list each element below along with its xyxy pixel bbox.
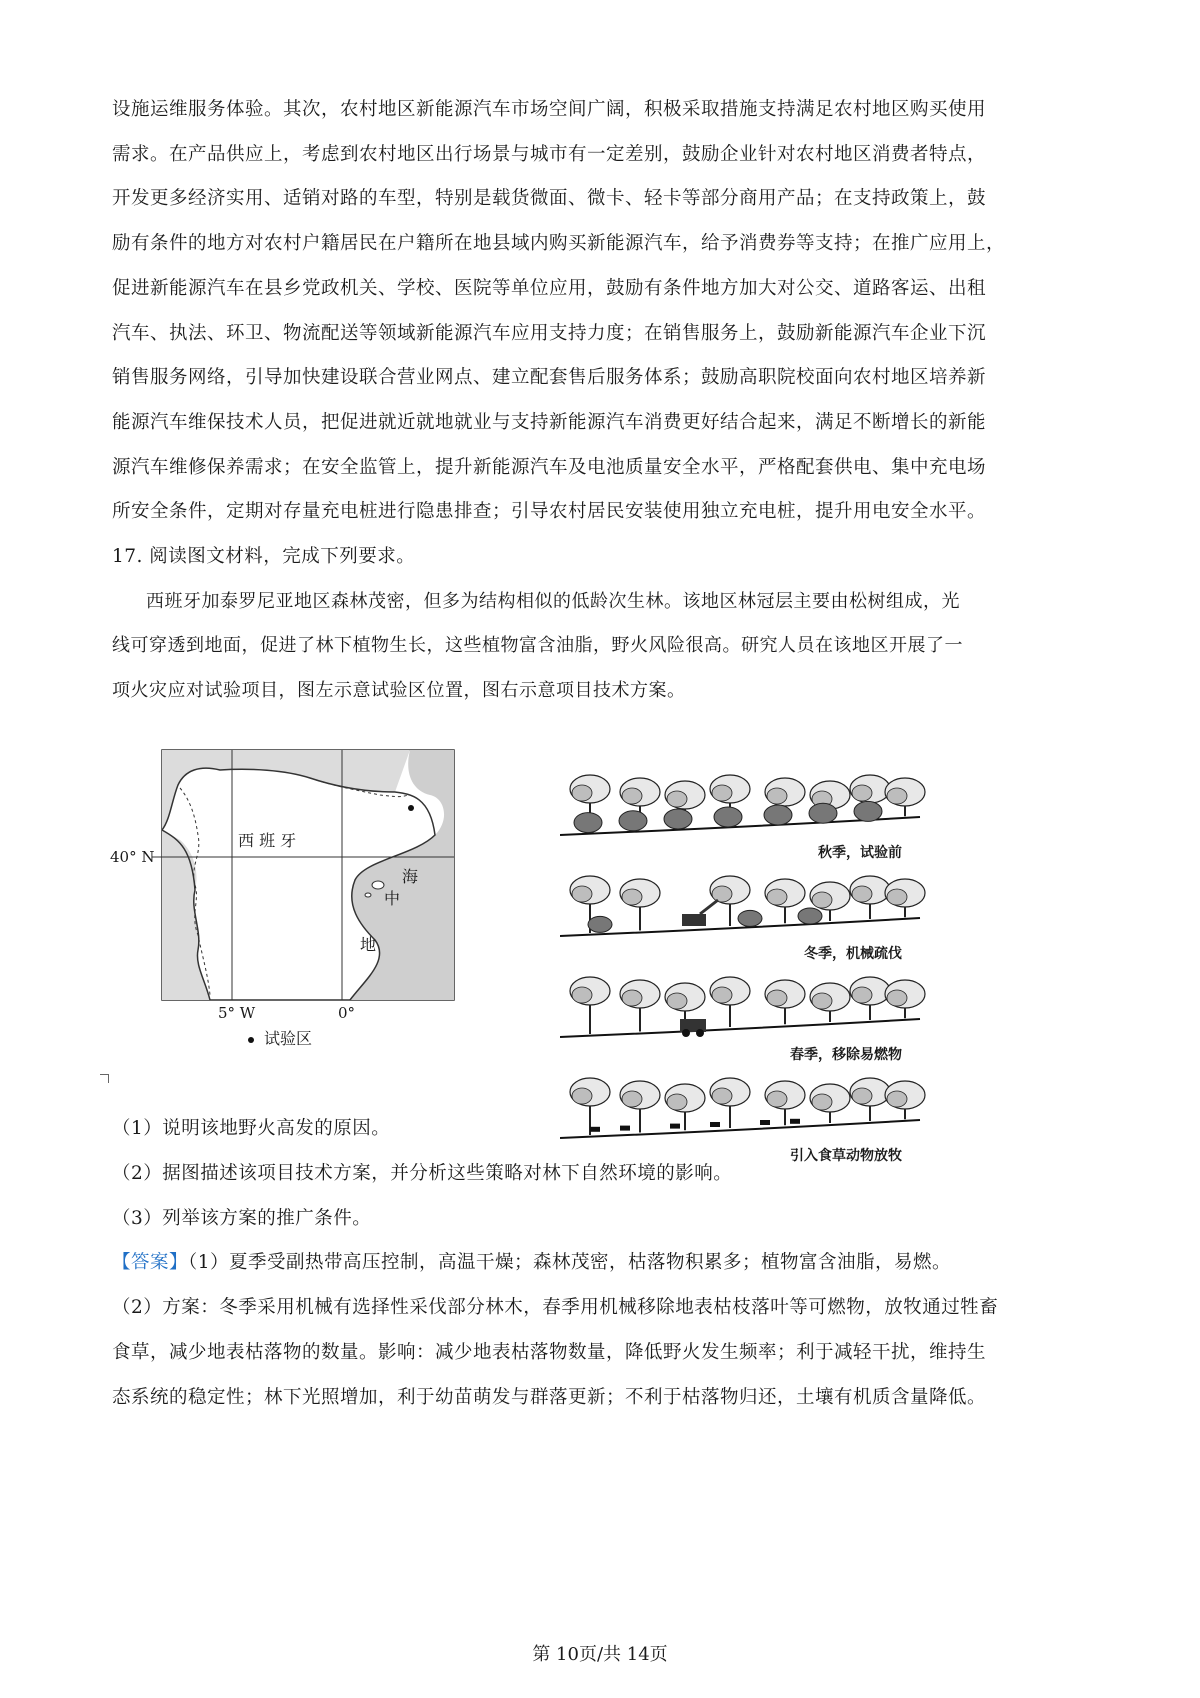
- tree-crown-detail: [767, 788, 787, 804]
- body-line: 励有条件的地方对农村户籍居民在户籍所在地县域内购买新能源汽车，给予消费券等支持；在推广应用上，: [112, 233, 1006, 254]
- sea-char: 海: [402, 867, 419, 886]
- tree-crown-detail: [852, 886, 872, 902]
- body-line: 汽车、执法、环卫、物流配送等领域新能源汽车应用支持力度；在销售服务上，鼓励新能源汽车企业下沉: [112, 323, 987, 344]
- tree-crown-detail: [767, 1091, 787, 1107]
- tree-crown-detail: [667, 791, 687, 807]
- shrub: [619, 811, 647, 831]
- loader-wheel: [682, 1029, 690, 1037]
- answer-line: 食草，减少地表枯落物的数量。影响：减少地表枯落物数量，降低野火发生频率；利于减轻干扰，维持生: [112, 1342, 987, 1363]
- body-line: 销售服务网络，引导加快建设联合营业网点、建立配套售后服务体系；鼓励高职院校面向农村地区培养新: [112, 367, 987, 388]
- ground-line: [560, 1019, 920, 1037]
- longitude-west-label: 5° W: [218, 1004, 256, 1022]
- grazing-animal-icon: [790, 1119, 800, 1124]
- sub-question: （3）列举该方案的推广条件。: [112, 1208, 372, 1229]
- grazing-animal-icon: [590, 1127, 600, 1132]
- sub-question: （2）据图描述该项目技术方案，并分析这些策略对林下自然环境的影响。: [112, 1163, 733, 1184]
- panel-caption: 春季，移除易燃物: [790, 1047, 902, 1063]
- forest-panel: [560, 1078, 925, 1138]
- test-site-marker: [408, 805, 414, 811]
- tree-crown-detail: [572, 987, 592, 1003]
- shrub: [588, 916, 612, 932]
- body-line: 源汽车维修保养需求；在安全监管上，提升新能源汽车及电池质量安全水平，严格配套供电、集中充电场: [112, 457, 987, 478]
- grazing-animal-icon: [760, 1120, 770, 1125]
- tree-crown-detail: [622, 990, 642, 1006]
- body-line: 能源汽车维保技术人员，把促进就近就地就业与支持新能源汽车消费更好结合起来，满足不断增长的新能: [112, 412, 987, 433]
- tree-crown-detail: [887, 889, 907, 905]
- loader-wheel: [696, 1029, 704, 1037]
- forest-panel: [560, 775, 925, 835]
- panel-caption: 秋季，试验前: [818, 845, 902, 861]
- tree-crown-detail: [622, 889, 642, 905]
- tree-crown-detail: [572, 785, 592, 801]
- tree-crown-detail: [622, 1091, 642, 1107]
- body-line: 需求。在产品供应上，考虑到农村地区出行场景与城市有一定差别，鼓励企业针对农村地区消费者特点，: [112, 144, 987, 165]
- tree-crown-detail: [572, 886, 592, 902]
- shrub: [664, 809, 692, 829]
- shrub: [764, 805, 792, 825]
- answer-text: （1）夏季受副热带高压控制，高温干燥；森林茂密，枯落物积累多；植物富含油脂，易燃。: [188, 1252, 952, 1273]
- body-line: 促进新能源汽车在县乡党政机关、学校、医院等单位应用，鼓励有条件地方加大对公交、道路客运、出租: [112, 278, 987, 299]
- tree-crown-detail: [887, 990, 907, 1006]
- grazing-animal-icon: [710, 1122, 720, 1127]
- ground-line: [560, 1120, 920, 1138]
- tree-crown-detail: [812, 993, 832, 1009]
- technical-scheme-figure: [560, 765, 940, 1164]
- tree-crown-detail: [887, 788, 907, 804]
- answer-line: （2）方案：冬季采用机械有选择性采伐部分林木，春季用机械移除地表枯枝落叶等可燃物，放牧通过牲畜: [112, 1297, 999, 1318]
- tree-crown-detail: [667, 1094, 687, 1110]
- body-line: 开发更多经济实用、适销对路的车型，特别是载货微面、微卡、轻卡等部分商用产品；在支持政策上，鼓: [112, 188, 987, 209]
- tree-crown-detail: [712, 987, 732, 1003]
- shrub: [738, 910, 762, 926]
- shrub: [809, 803, 837, 823]
- tree-crown-detail: [572, 1088, 592, 1104]
- material-line: 线可穿透到地面，促进了林下植物生长，这些植物富含油脂，野火风险很高。研究人员在该地区开展了一: [112, 635, 963, 656]
- shrub: [798, 908, 822, 924]
- grazing-animal-icon: [670, 1124, 680, 1129]
- tree-crown-detail: [812, 892, 832, 908]
- shrub: [574, 813, 602, 833]
- answer-line: [112, 1251, 951, 1275]
- answer-tag: 【答案】: [112, 1252, 189, 1273]
- longitude-zero-label: 0°: [338, 1004, 356, 1022]
- legend-dot-icon: [248, 1037, 254, 1043]
- latitude-label: 40° N: [110, 848, 155, 866]
- body-line: 设施运维服务体验。其次，农村地区新能源汽车市场空间广阔，积极采取措施支持满足农村地区购买使用: [112, 99, 987, 120]
- material-line: 项火灾应对试验项目，图左示意试验区位置，图右示意项目技术方案。: [112, 680, 686, 701]
- forest-panel: [560, 977, 925, 1037]
- legend-label: 试验区: [264, 1029, 313, 1048]
- tree-crown-detail: [852, 1088, 872, 1104]
- tree-crown-detail: [812, 1094, 832, 1110]
- country-label: 西 班 牙: [238, 831, 297, 850]
- harvester-machine-icon: [682, 914, 706, 926]
- tree-crown-detail: [667, 993, 687, 1009]
- tree-crown-detail: [887, 1091, 907, 1107]
- tree-crown-detail: [712, 1088, 732, 1104]
- tree-crown-detail: [767, 990, 787, 1006]
- sea-char: 中: [384, 889, 401, 908]
- tree-crown-detail: [852, 785, 872, 801]
- panel-caption: 引入食草动物放牧: [790, 1148, 902, 1164]
- corner-mark: [100, 1074, 109, 1083]
- tree-crown-detail: [767, 889, 787, 905]
- forest-panel: [560, 876, 925, 936]
- shrub: [854, 801, 882, 821]
- tree-crown-detail: [622, 788, 642, 804]
- location-map-figure: [110, 740, 490, 1070]
- spain-map: [110, 740, 490, 1070]
- page-footer: 第 10页/共 14页: [532, 1644, 668, 1665]
- tree-crown-detail: [712, 886, 732, 902]
- sea-char: 地: [360, 935, 377, 954]
- question-title: 17. 阅读图文材料，完成下列要求。: [112, 546, 416, 567]
- tree-crown-detail: [852, 987, 872, 1003]
- panel-caption: 冬季，机械疏伐: [804, 946, 902, 962]
- material-line: 西班牙加泰罗尼亚地区森林茂密，但多为结构相似的低龄次生林。该地区林冠层主要由松树组成，光: [146, 591, 960, 612]
- answer-line: 态系统的稳定性；林下光照增加，利于幼苗萌发与群落更新；不利于枯落物归还，土壤有机质含量降低。: [112, 1387, 987, 1408]
- tree-crown-detail: [712, 785, 732, 801]
- grazing-animal-icon: [620, 1126, 630, 1131]
- sub-question: （1）说明该地野火高发的原因。: [112, 1118, 391, 1139]
- body-line: 所安全条件，定期对存量充电桩进行隐患排查；引导农村居民安装使用独立充电桩，提升用电安全水平。: [112, 501, 987, 522]
- harvester-arm: [700, 900, 718, 914]
- shrub: [714, 807, 742, 827]
